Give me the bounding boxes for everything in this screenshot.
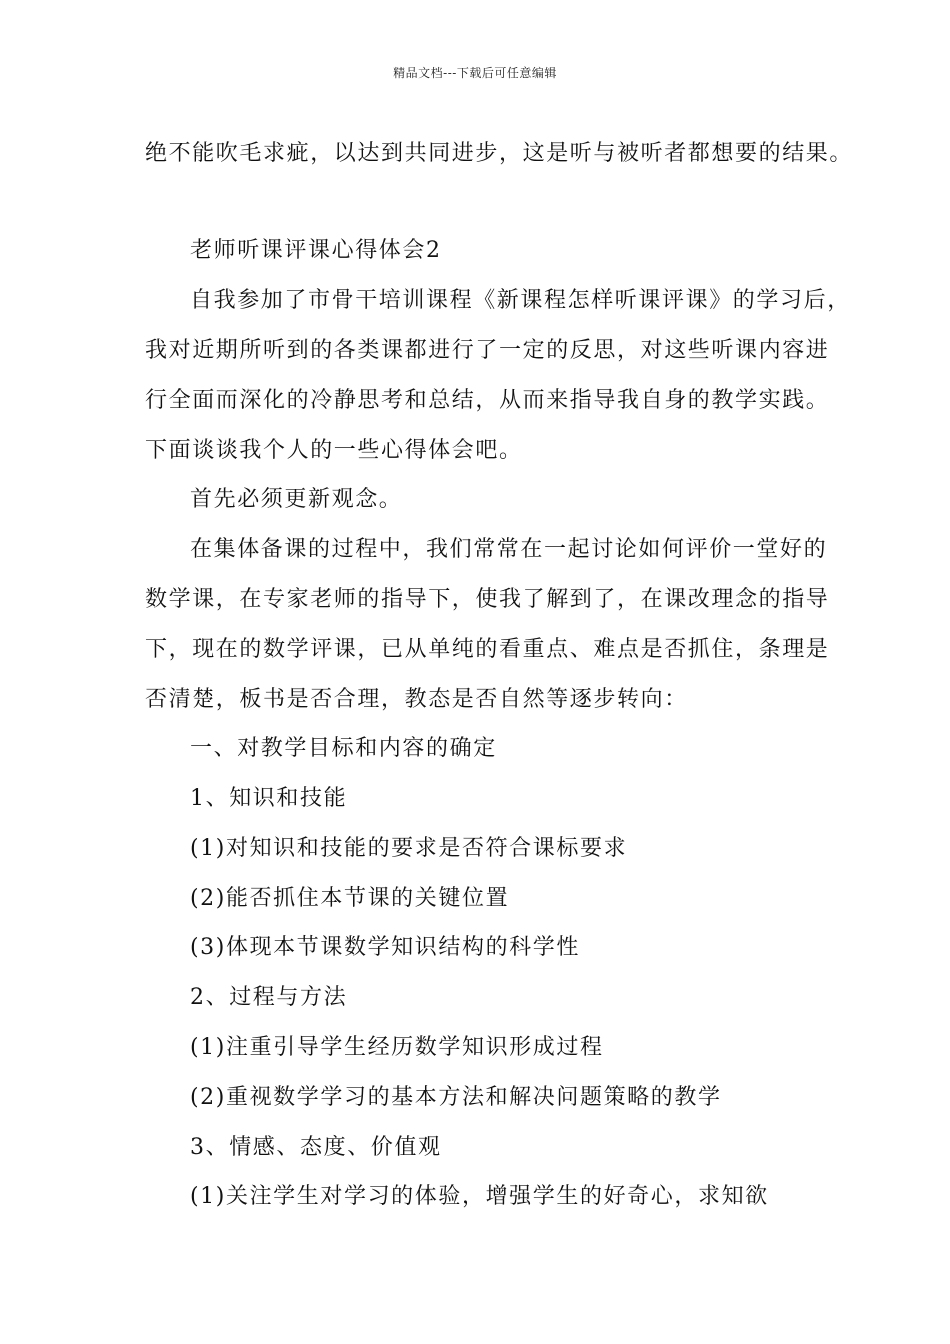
paragraph-line: 否清楚，板书是否合理，教态是否自然等逐步转向：: [145, 687, 688, 712]
paragraph-line: 自我参加了市骨干培训课程《新课程怎样听课评课》的学习后，: [190, 288, 851, 313]
paragraph-line: 数学课，在专家老师的指导下，使我了解到了，在课改理念的指导: [145, 587, 830, 612]
list-heading: 3、情感、态度、价值观: [190, 1135, 442, 1160]
list-item: (1)注重引导学生经历数学知识形成过程: [190, 1035, 604, 1060]
list-item: (2)能否抓住本节课的关键位置: [190, 886, 510, 911]
paragraph-line: 在集体备课的过程中，我们常常在一起讨论如何评价一堂好的: [190, 537, 828, 562]
page-header: 精品文档---下载后可任意编辑: [393, 66, 557, 80]
paragraph-line: 绝不能吹毛求疵，以达到共同进步，这是听与被听者都想要的结果。: [145, 141, 854, 166]
paragraph-line: 下，现在的数学评课，已从单纯的看重点、难点是否抓住，条理是: [145, 637, 830, 662]
section-title: 老师听课评课心得体会2: [190, 238, 442, 263]
list-item: (2)重视数学学习的基本方法和解决问题策略的教学: [190, 1085, 722, 1110]
paragraph-line: 我对近期所听到的各类课都进行了一定的反思，对这些听课内容进: [145, 338, 830, 363]
list-item: (1)关注学生对学习的体验，增强学生的好奇心，求知欲: [190, 1184, 769, 1209]
paragraph-line: 首先必须更新观念。: [190, 487, 403, 512]
list-item: (1)对知识和技能的要求是否符合课标要求: [190, 836, 628, 861]
paragraph-line: 行全面而深化的冷静思考和总结，从而来指导我自身的教学实践。: [145, 388, 830, 413]
list-heading: 1、知识和技能: [190, 786, 348, 811]
paragraph-line: 下面谈谈我个人的一些心得体会吧。: [145, 438, 523, 463]
list-heading: 一、对教学目标和内容的确定: [190, 736, 497, 761]
list-heading: 2、过程与方法: [190, 985, 348, 1010]
list-item: (3)体现本节课数学知识结构的科学性: [190, 935, 580, 960]
